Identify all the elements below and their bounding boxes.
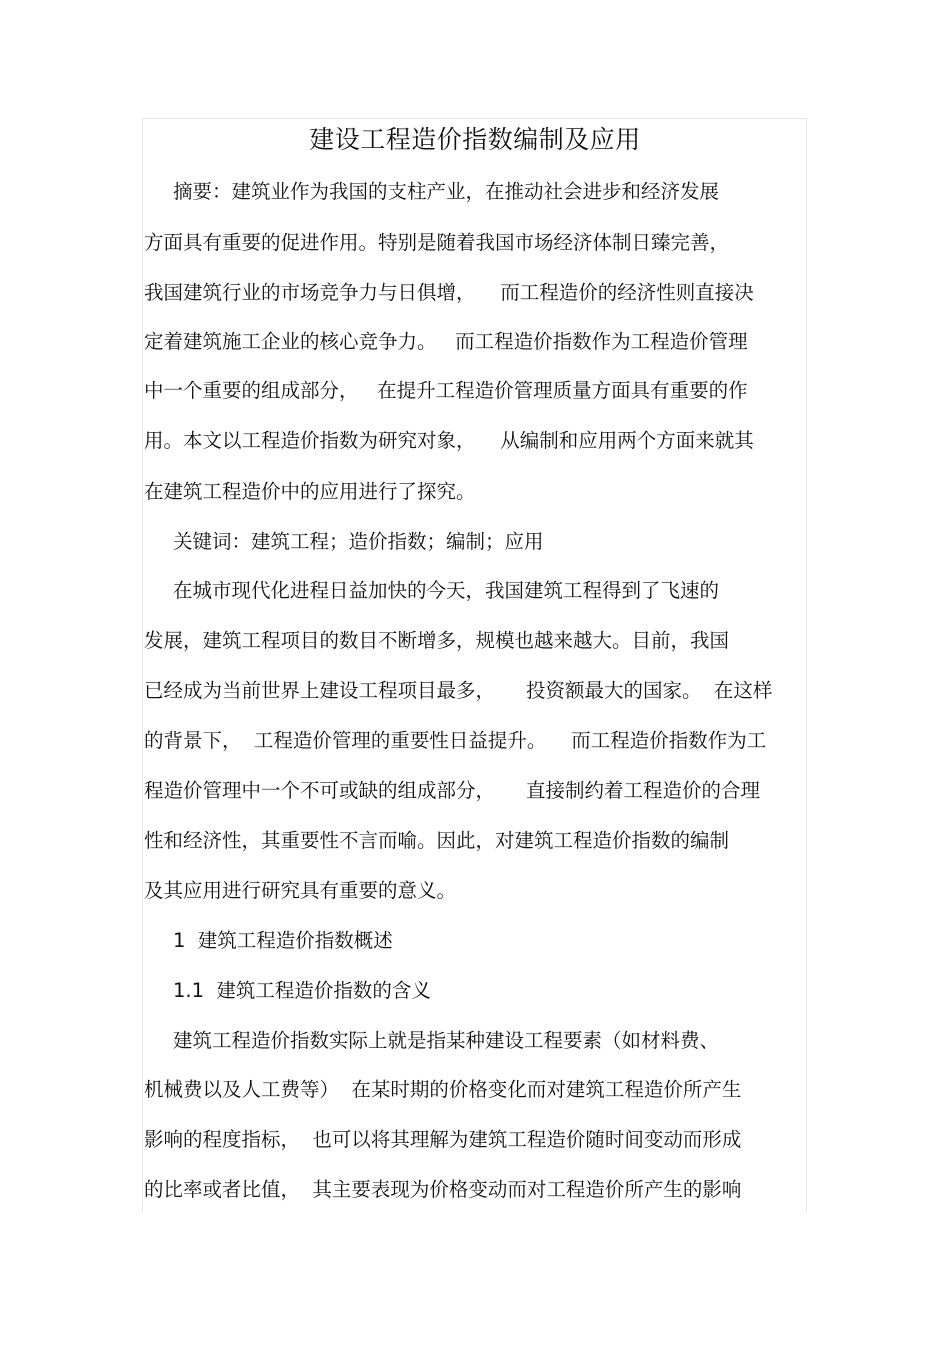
section-heading-1: 1 建筑工程造价指数概述 xyxy=(173,929,393,952)
intro-line-2: 发展，建筑工程项目的数目不断增多，规模也越来越大。目前，我国 xyxy=(144,629,730,652)
abstract-line-7: 在建筑工程造价中的应用进行了探究。 xyxy=(144,480,476,503)
intro-line-3: 已经成为当前世界上建设工程项目最多， 投资额最大的国家。 在这样 xyxy=(144,679,773,702)
abstract-line-4: 定着建筑施工企业的核心竞争力。 而工程造价指数作为工程造价管理 xyxy=(144,330,748,353)
abstract-line-6: 用。本文以工程造价指数为研究对象， 从编制和应用两个方面来就其 xyxy=(144,429,754,452)
intro-line-7: 及其应用进行研究具有重要的意义。 xyxy=(144,879,457,902)
intro-line-6: 性和经济性，其重要性不言而喻。因此，对建筑工程造价指数的编制 xyxy=(144,829,730,852)
intro-line-1: 在城市现代化进程日益加快的今天，我国建筑工程得到了飞速的 xyxy=(173,579,720,602)
body-line-3: 影响的程度指标， 也可以将其理解为建筑工程造价随时间变动而形成 xyxy=(144,1128,742,1151)
section-heading-1-1: 1.1 建筑工程造价指数的含义 xyxy=(173,979,431,1002)
abstract-line-2: 方面具有重要的促进作用。特别是随着我国市场经济体制日臻完善， xyxy=(144,231,730,254)
body-line-4: 的比率或者比值， 其主要表现为价格变动而对工程造价所产生的影响 xyxy=(144,1178,742,1201)
abstract-line-3: 我国建筑行业的市场竞争力与日俱增， 而工程造价的经济性则直接决 xyxy=(144,281,754,304)
abstract-line-5: 中一个重要的组成部分， 在提升工程造价管理质量方面具有重要的作 xyxy=(144,379,748,402)
keywords-line: 关键词：建筑工程；造价指数；编制；应用 xyxy=(173,530,544,553)
intro-line-5: 程造价管理中一个不可或缺的组成部分， 直接制约着工程造价的合理 xyxy=(144,779,760,802)
abstract-line-1: 摘要：建筑业作为我国的支柱产业，在推动社会进步和经济发展 xyxy=(173,180,720,203)
document-title: 建设工程造价指数编制及应用 xyxy=(309,125,641,154)
body-line-2: 机械费以及人工费等） 在某时期的价格变化而对建筑工程造价所产生 xyxy=(144,1078,742,1101)
intro-line-4: 的背景下， 工程造价管理的重要性日益提升。 而工程造价指数作为工 xyxy=(144,729,767,752)
body-line-1: 建筑工程造价指数实际上就是指某种建设工程要素（如材料费、 xyxy=(173,1029,720,1052)
